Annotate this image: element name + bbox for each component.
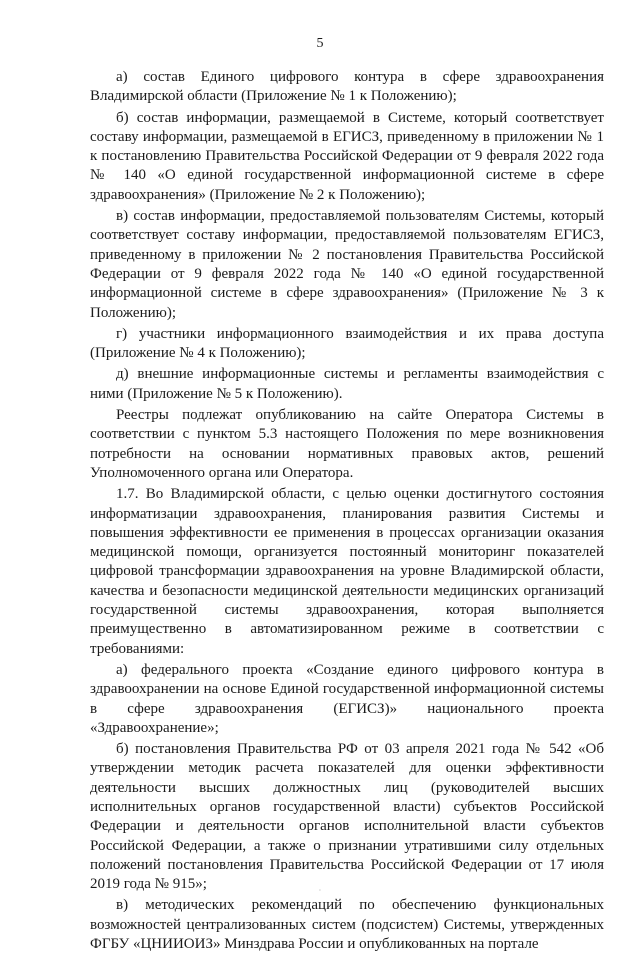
requirement-b-government-decree: б) постановления Правительства РФ от 03 апреля 2021 года № 542 «Об утверждении методик расчета показателей для оценки эффективности деятельности высших должностных лиц (руководителей высших исполнительных органов государственной власти) субъектов Российской Федерации и деятельности органов исполнительной власти субъектов Российской Федерации, а также о признании утратившими силу отдельных положений постановления Правительства Российской Федерации от 17 июля 2019 года № 915»; bbox=[90, 741, 604, 893]
list-item-c-user-info: в) состав информации, предоставляемой пользователям Системы, который соответствует составу информации, предоставляемой пользователям ЕГИСЗ, приведенному в приложении № 2 постановления Правительства Российской Федерации от 9 февраля 2022 года № 140 «О единой государственной информационной системе в сфере здравоохранения» (Приложение № 3 к Положению); bbox=[90, 208, 604, 321]
scan-mark: · bbox=[318, 886, 322, 895]
list-item-d-participants: г) участники информационного взаимодействия и их права доступа (Приложение № 4 к Положению); bbox=[90, 325, 604, 362]
list-item-a-digital-contour: а) состав Единого цифрового контура в сфере здравоохранения Владимирской области (Приложение № 1 к Положению); bbox=[90, 69, 604, 105]
requirement-c-methodical-recommendations: в) методических рекомендаций по обеспечению функциональных возможностей централизованных систем (подсистем) Системы, утвержденных ФГБУ «ЦНИИОИЗ» Минздрава России и опубликованных на портале bbox=[90, 897, 604, 953]
section-1-7-paragraph: 1.7. Во Владимирской области, с целью оценки достигнутого состояния информатизации здравоохранения, планирования развития Системы и повышения эффективности ее применения в процессах организации оказания медицинской помощи, организуется постоянный мониторинг показателей цифровой трансформации здравоохранения на уровне Владимирской области, качества и безопасности медицинской деятельности медицинских организаций государственной системы здравоохранения, которая выполняется преимущественно в автоматизированном режиме в соответствии с требованиями: bbox=[90, 486, 604, 657]
registries-paragraph: Реестры подлежат опубликованию на сайте Оператора Системы в соответствии с пунктом 5.3 настоящего Положения по мере возникновения потребности на основании нормативных правовых актов, решений Уполномоченного органа или Оператора. bbox=[90, 407, 604, 481]
page-number: 5 bbox=[316, 36, 324, 51]
document-body bbox=[90, 68, 604, 956]
requirement-a-federal-project: а) федерального проекта «Создание единого цифрового контура в здравоохранении на основе Единой государственной информационной системы в сфере здравоохранения (ЕГИСЗ)» национального проекта «Здравоохранение»; bbox=[90, 661, 604, 736]
list-item-e-external-systems: д) внешние информационные системы и регламенты взаимодействия с ними (Приложение № 5 к Положению). bbox=[90, 366, 604, 402]
list-item-b-info-composition: б) состав информации, размещаемой в Системе, который соответствует составу информации, размещаемой в ЕГИСЗ, приведенному в приложении № 1 к постановлению Правительства Российской Федерации от 9 февраля 2022 года № 140 «О единой государственной информационной системе в сфере здравоохранения» (Приложение № 2 к Положению); bbox=[90, 109, 604, 203]
